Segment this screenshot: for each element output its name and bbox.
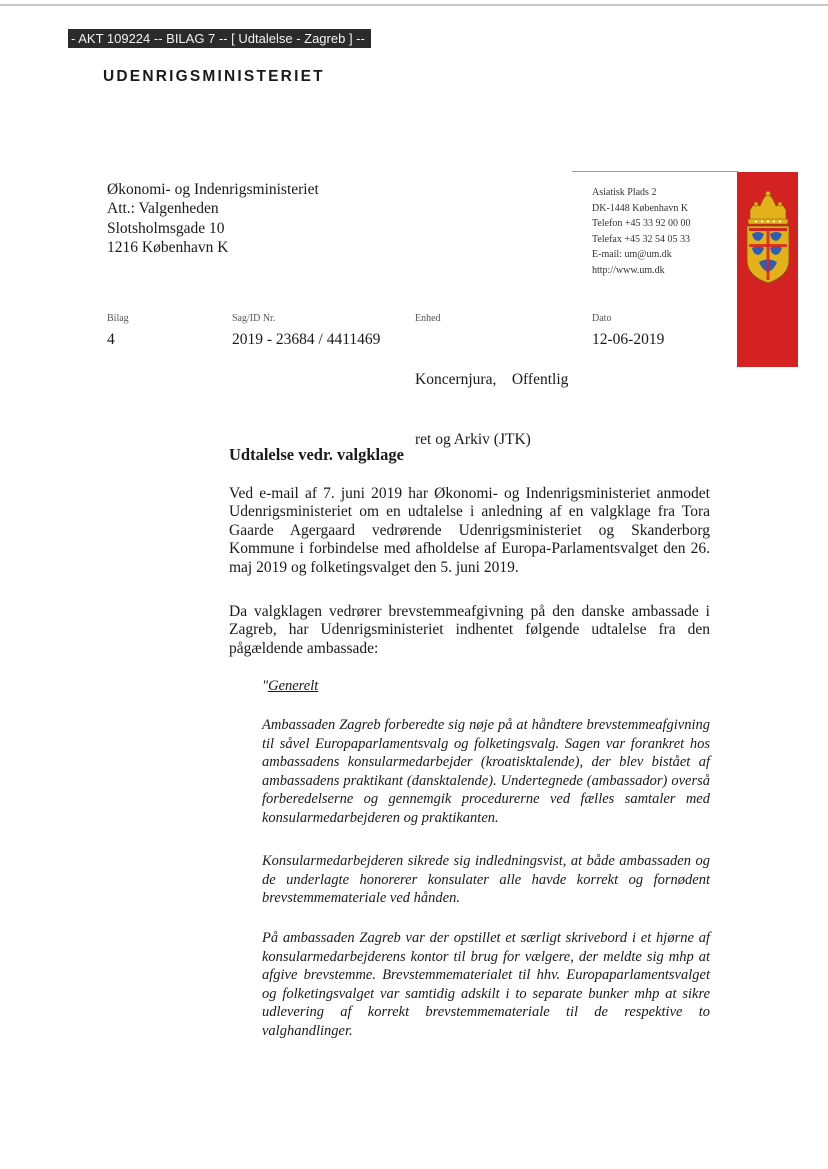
sender-street: Asiatisk Plads 2 xyxy=(592,187,657,198)
document-stamp: - AKT 109224 -- BILAG 7 -- [ Udtalelse - Zagreb ] -- xyxy=(68,29,371,48)
quote-paragraph: Ambassaden Zagreb forberedte sig nøje på at håndtere brevstemmeafgivning til såvel Europaparlamentsvalg og folketingsvalg. Sagen var forankret hos ambassadens konsularmedarbejder (kroatisktalende), der blev bistået af ambassadens praktikant (dansktalende). Undertegnede (ambassador) overså forberedelserne og gennemgik procedurerne ved fælles samtaler med konsularmedarbejderen og praktikanten. xyxy=(262,717,710,826)
case-id-value: 2019 - 23684 / 4411469 xyxy=(232,331,381,348)
sender-frame-top xyxy=(572,171,738,172)
sender-city: DK-1448 København K xyxy=(592,202,689,214)
sender-email: E-mail: um@um.dk xyxy=(592,249,672,261)
quote-paragraph: På ambassaden Zagreb var der opstillet et særligt skrivebord i et hjørne af konsularmedarbejderens kontor til brug for vælgere, der meldte sig mhp at afgive brevstemme. Brevstemmematerialet til hhv. Europaparlamentsvalget og folketingsvalget var samtidig adskilt i to separate bunker mhp at sikre udlevering af korrekt brevstemmemateriale til de respektive to valghandlinger. xyxy=(262,930,710,1039)
quote-open-mark: " xyxy=(262,678,269,694)
ministry-letterhead: UDENRIGSMINISTERIET xyxy=(103,68,325,85)
bilag-value: 4 xyxy=(107,331,115,348)
recipient-line: Økonomi- og Indenrigsministeriet xyxy=(107,181,319,198)
scan-top-edge xyxy=(0,4,828,6)
quote-paragraph: Konsularmedarbejderen sikrede sig indledningsvist, at både ambassaden og de underlagte honorerer konsulater alle havde korrekt og fornødent brevstemmemateriale ved hånden. xyxy=(262,853,710,906)
royal-coat-of-arms-icon xyxy=(742,190,794,286)
unit-value-line: Koncernjura, Offentlig xyxy=(415,371,569,388)
recipient-address xyxy=(107,180,319,257)
quote-heading xyxy=(262,677,710,696)
letter-subject: Udtalelse vedr. valgklage xyxy=(229,445,404,464)
bilag-label: Bilag xyxy=(107,313,129,324)
quote-heading-text: Generelt xyxy=(268,678,319,694)
unit-value-line: ret og Arkiv (JTK) xyxy=(415,431,531,448)
sender-web: http://www.um.dk xyxy=(592,264,665,276)
sender-phone: Telefon +45 33 92 00 00 xyxy=(592,218,691,230)
recipient-line: Slotsholmsgade 10 xyxy=(107,219,225,237)
unit-label: Enhed xyxy=(415,313,441,324)
recipient-line: 1216 København K xyxy=(107,238,229,256)
date-value: 12-06-2019 xyxy=(592,331,665,348)
body-paragraph: Ved e-mail af 7. juni 2019 har Økonomi- og Indenrigsministeriet anmodet Udenrigsministeriet om en udtalelse i anledning af en valgklage fra Tora Gaarde Agergaard vedrørende Udenrigsministeriet og Skanderborg Kommune i forbindelse med afholdelse af Europa-Parlamentsvalget den 26. maj 2019 og folketingsvalget den 5. juni 2019. xyxy=(229,485,710,576)
case-id-label: Sag/ID Nr. xyxy=(232,313,276,324)
recipient-line: Att.: Valgenheden xyxy=(107,200,219,218)
unit-value xyxy=(415,330,568,470)
body-paragraph: Da valgklagen vedrører brevstemmeafgivning på den danske ambassade i Zagreb, har Udenrigsministeriet indhentet følgende udtalelse fra den pågældende ambassade: xyxy=(229,603,710,657)
sender-fax: Telefax +45 32 54 05 33 xyxy=(592,233,690,245)
sender-address xyxy=(592,185,691,279)
date-label: Dato xyxy=(592,313,612,324)
